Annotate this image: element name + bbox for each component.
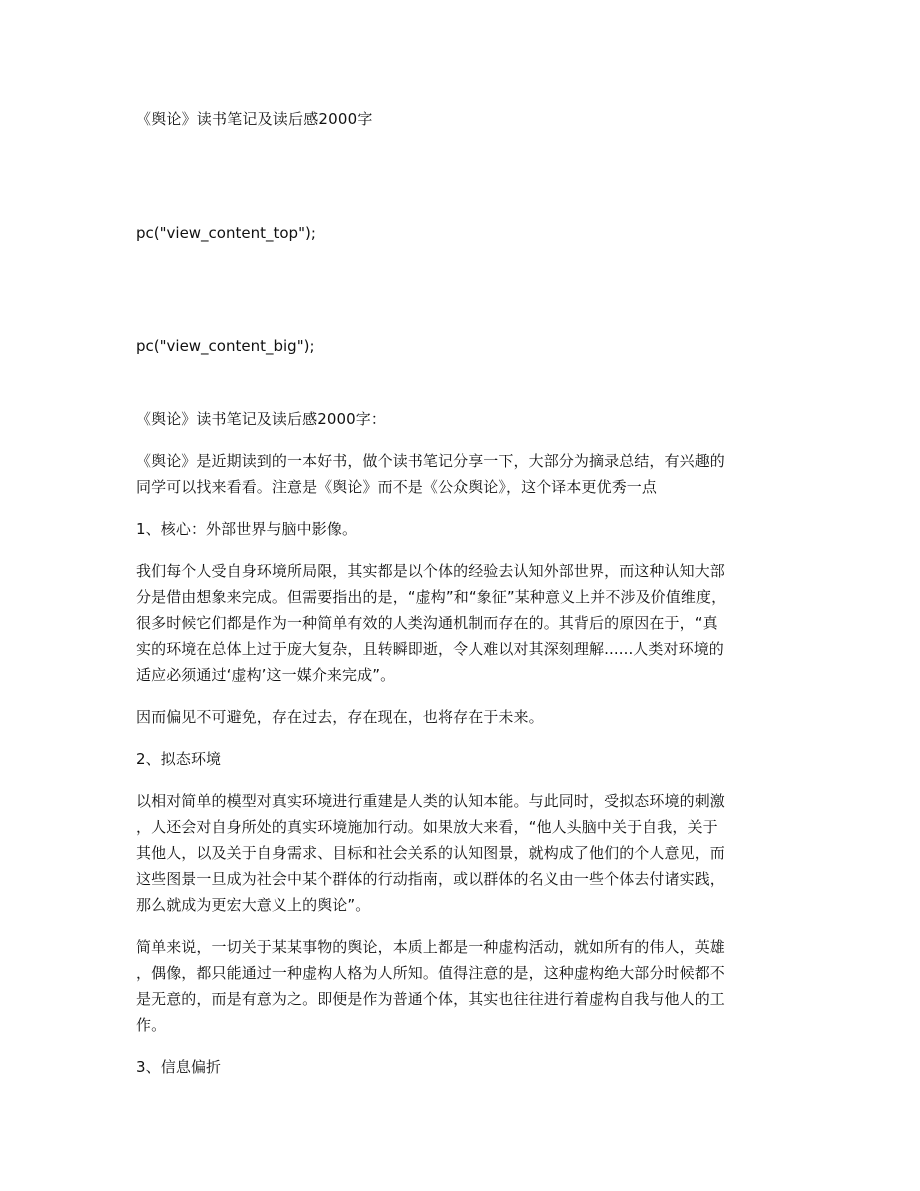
text-line: 我们每个人受自身环境所局限，其实都是以个体的经验去认知外部世界，而这种认知大部 [136,562,725,580]
text-line: 是无意的，而是有意为之。即便是作为普通个体，其实也往往进行着虚构自我与他人的工 [136,990,725,1008]
text-line: 3、信息偏折 [136,1058,222,1076]
text-line: ，人还会对自身所处的真实环境施加行动。如果放大来看，“他人头脑中关于自我，关于 [136,818,718,836]
text-line: 很多时候它们都是作为一种简单有效的人类沟通机制而存在的。其背后的原因在于，“真 [136,614,718,632]
code-line-top: pc("view_content_top"); [136,224,316,242]
code-line-big: pc("view_content_big"); [136,337,315,355]
document-body [136,406,784,1096]
text-line: 《舆论》读书笔记及读后感2000字： [136,410,386,428]
text-line: 2、拟态环境 [136,750,222,768]
section-heading [136,1054,784,1080]
section-heading [136,746,784,772]
paragraph [136,448,784,500]
text-line: 其他人，以及关于自身需求、目标和社会关系的认知图景，就构成了他们的个人意见，而 [136,844,725,862]
text-line: 那么就成为更宏大意义上的舆论”。 [136,896,371,914]
paragraph [136,788,784,918]
text-line: 1、核心：外部世界与脑中影像。 [136,520,358,538]
text-line: 以相对简单的模型对真实环境进行重建是人类的认知本能。与此同时，受拟态环境的刺激 [136,792,725,810]
text-line: ，偶像，都只能通过一种虚构人格为人所知。值得注意的是，这种虚构绝大部分时候都不 [136,964,725,982]
text-line: 分是借由想象来完成。但需要指出的是，“虚构”和“象征”某种意义上并不涉及价值维度， [136,588,727,606]
paragraph [136,704,784,730]
text-line: 因而偏见不可避免，存在过去，存在现在，也将存在于未来。 [136,708,544,726]
section-heading [136,516,784,542]
text-line: 作。 [136,1016,167,1034]
text-line: 实的环境在总体上过于庞大复杂，且转瞬即逝，令人难以对其深刻理解......人类对环境的 [136,640,724,658]
paragraph [136,934,784,1038]
text-line: 《舆论》是近期读到的一本好书，做个读书笔记分享一下，大部分为摘录总结，有兴趣的 [136,452,725,470]
paragraph [136,558,784,688]
text-line: 适应必须通过‘虚构’这一媒介来完成”。 [136,666,396,684]
text-line: 这些图景一旦成为社会中某个群体的行动指南，或以群体的名义由一些个体去付诸实践， [136,870,725,888]
paragraph [136,406,784,432]
text-line: 同学可以找来看看。注意是《舆论》而不是《公众舆论》，这个译本更优秀一点 [136,478,658,496]
text-line: 简单来说，一切关于某某事物的舆论，本质上都是一种虚构活动，就如所有的伟人，英雄 [136,938,725,956]
document-title: 《舆论》读书笔记及读后感2000字 [136,110,373,128]
